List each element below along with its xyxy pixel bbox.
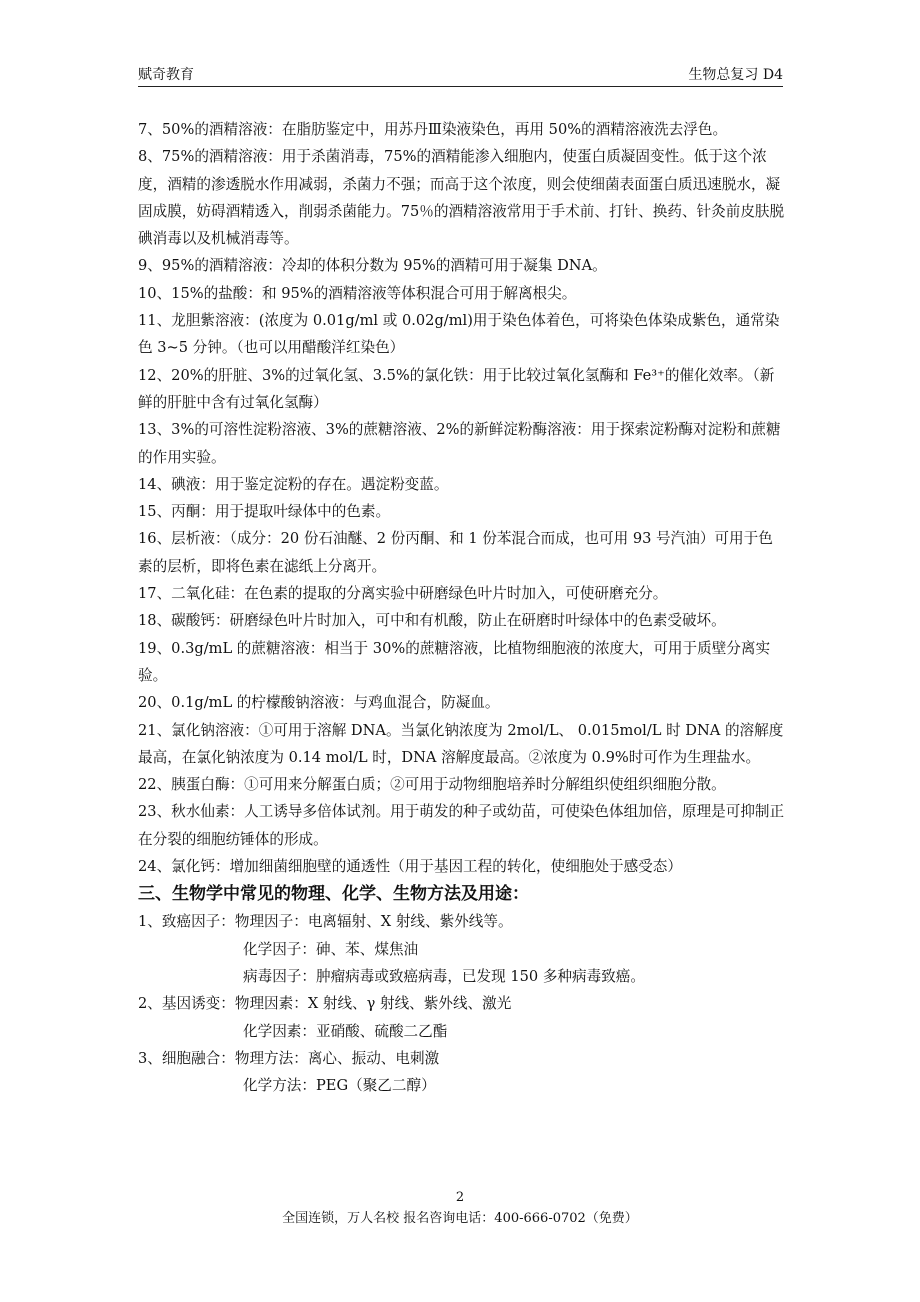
list-item: 10、15%的盐酸：和 95%的酒精溶液等体积混合可用于解离根尖。: [138, 284, 577, 302]
method-row: 化学因子：砷、苯、煤焦油: [243, 940, 419, 958]
footer-contact: 全国连锁，万人名校 报名咨询电话：400-666-0702（免费）: [282, 1211, 638, 1226]
list-item: 11、龙胆紫溶液：(浓度为 0.01g/ml 或 0.02g/ml)用于染色体着色，可将染色体染成紫色，通常染色 3~5 分钟。（也可以用醋酸洋红染色）: [138, 312, 780, 357]
list-item: 15、丙酮：用于提取叶绿体中的色素。: [138, 503, 391, 521]
method-row: 1、致癌因子：物理因子：电离辐射、X 射线、紫外线等。: [138, 913, 513, 931]
list-item: 13、3%的可溶性淀粉溶液、3%的蔗糖溶液、2%的新鲜淀粉酶溶液：用于探索淀粉酶对淀粉和蔗糖的作用实验。: [138, 421, 781, 466]
method-row: 2、基因诱变：物理因素：X 射线、γ 射线、紫外线、激光: [138, 995, 512, 1013]
method-row: 病毒因子：肿瘤病毒或致癌病毒，已发现 150 多种病毒致癌。: [243, 967, 645, 985]
header-org: 赋奇教育: [138, 67, 194, 83]
list-item: 17、二氧化硅：在色素的提取的分离实验中研磨绿色叶片时加入，可使研磨充分。: [138, 585, 668, 603]
list-item: 24、氯化钙：增加细菌细胞壁的通透性（用于基因工程的转化，使细胞处于感受态）: [138, 858, 682, 876]
list-item: 20、0.1g/mL 的柠檬酸钠溶液：与鸡血混合，防凝血。: [138, 694, 500, 712]
list-item: 23、秋水仙素：人工诱导多倍体试剂。用于萌发的种子或幼苗，可使染色体组加倍，原理是可抑制正在分裂的细胞纺锤体的形成。: [138, 803, 785, 848]
list-item: 18、碳酸钙：研磨绿色叶片时加入，可中和有机酸，防止在研磨时叶绿体中的色素受破坏。: [138, 612, 726, 630]
list-item: 22、胰蛋白酶：①可用来分解蛋白质；②可用于动物细胞培养时分解组织使组织细胞分散。: [138, 776, 726, 794]
page-header: [138, 60, 783, 87]
list-item: 8、75%的酒精溶液：用于杀菌消毒，75%的酒精能渗入细胞内，使蛋白质凝固变性。低于这个浓度，酒精的渗透脱水作用减弱，杀菌力不强；而高于这个浓度，则会使细菌表面蛋白质迅速脱水，凝固成膜，妨碍酒精透入，削弱杀菌能力。75％的酒精溶液常用于手术前、打针、换药、针灸前皮肤脱碘消毒以及机械消毒等。: [138, 148, 785, 248]
list-item: 7、50%的酒精溶液：在脂肪鉴定中，用苏丹Ⅲ染液染色，再用 50%的酒精溶液洗去浮色。: [138, 121, 728, 138]
list-item: 14、碘液：用于鉴定淀粉的存在。遇淀粉变蓝。: [138, 475, 449, 493]
method-row: 3、细胞融合：物理方法：离心、振动、电刺激: [138, 1049, 440, 1067]
header-title: 生物总复习 D4: [688, 67, 783, 83]
list-item: 21、氯化钠溶液：①可用于溶解 DNA。当氯化钠浓度为 2mol/L、 0.015mol/L 时 DNA 的溶解度最高，在氯化钠浓度为 0.14 mol/L 时，DNA 溶解度最高。②浓度为 0.9%时可作为生理盐水。: [138, 721, 784, 766]
list-item: 9、95%的酒精溶液：冷却的体积分数为 95%的酒精可用于凝集 DNA。: [138, 257, 607, 275]
list-item: 16、层析液：（成分：20 份石油醚、2 份丙酮、和 1 份苯混合而成，也可用 93 号汽油）可用于色素的层析，即将色素在滤纸上分离开。: [138, 530, 773, 575]
list-item: 19、0.3g/mL 的蔗糖溶液：相当于 30%的蔗糖溶液，比植物细胞液的浓度大，可用于质壁分离实验。: [138, 639, 771, 684]
method-row: 化学因素：亚硝酸、硫酸二乙酯: [243, 1022, 448, 1040]
method-row: 化学方法：PEG（聚乙二醇）: [243, 1077, 436, 1095]
list-item: 12、20%的肝脏、3%的过氧化氢、3.5%的氯化铁：用于比较过氧化氢酶和 Fe³⁺的催化效率。（新鲜的肝脏中含有过氧化氢酶）: [138, 366, 775, 411]
page-number: 2: [455, 1190, 465, 1205]
page-footer: [0, 1187, 920, 1229]
document-body: [138, 116, 786, 1099]
section-heading: 三、生物学中常见的物理、化学、生物方法及用途：: [138, 884, 529, 905]
